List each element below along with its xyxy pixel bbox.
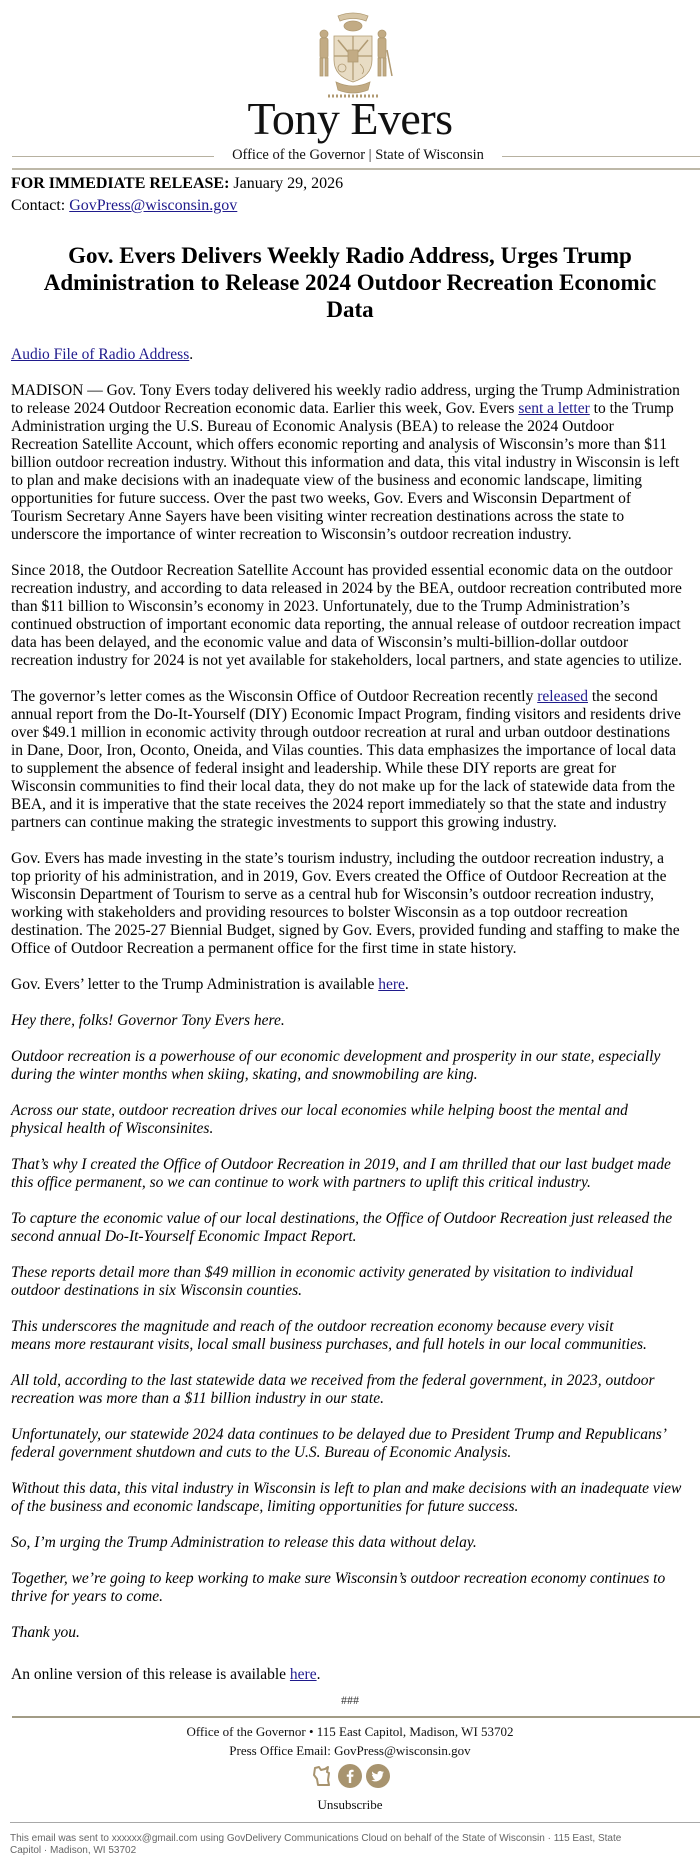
text: Gov. Evers’ letter to the Trump Administration is available	[11, 976, 379, 993]
divider	[12, 156, 214, 157]
text-line: underscore the importance of winter recreation to Wisconsin’s outdoor recreation industry.	[11, 526, 572, 543]
email-header	[0, 0, 700, 166]
contact-email-link[interactable]: GovPress@wisconsin.gov	[69, 197, 238, 214]
text: The governor’s letter comes as the Wisconsin Office of Outdoor Recreation recently	[11, 688, 538, 705]
transcript-paragraph	[11, 1318, 700, 1354]
text-line: means more restaurant visits, local small business purchases, and full hotels in our local communities.	[11, 1336, 647, 1353]
transcript-paragraph	[11, 1624, 700, 1642]
divider	[502, 156, 700, 157]
paragraph-letter-available	[11, 976, 700, 994]
release-body	[11, 346, 700, 1702]
text-line: partners can continue making the strategic investments to support this growing industry.	[11, 814, 557, 831]
text-line: These reports detail more than $49 million in economic activity generated by visitation to individual	[11, 1264, 634, 1281]
text-line: during the winter months when skiing, skating, and snowmobiling are king.	[11, 1066, 478, 1083]
text-line: annual report from the Do-It-Yourself (DIY) Economic Impact Program, finding visitors and residents drive	[11, 706, 681, 723]
text-line: outdoor destinations in six Wisconsin counties.	[11, 1282, 303, 1299]
unsubscribe-link[interactable]: Unsubscribe	[317, 1797, 383, 1812]
text-line	[11, 400, 700, 418]
text-line: data has been delayed, and the economic value and data of Wisconsin’s multi-billion-dollar outdoor	[11, 634, 629, 651]
office-subtitle-row	[0, 146, 700, 166]
disclaimer-line: Capitol · Madison, WI 53702	[10, 1845, 137, 1856]
online-version-here-link[interactable]: here	[289, 1666, 317, 1683]
social-links	[0, 1764, 700, 1790]
disclaimer-divider	[10, 1822, 700, 1823]
transcript-paragraph	[11, 1426, 700, 1462]
text-line: of the business and economic landscape, limiting opportunities for future success.	[11, 1498, 519, 1515]
footer-divider	[12, 1716, 700, 1718]
text-line: destination. The 2025-27 Biennial Budget, signed by Gov. Evers, provided funding and staffing to make the	[11, 922, 680, 939]
punctuation: .	[189, 346, 194, 363]
text-line	[11, 688, 700, 706]
transcript-paragraph	[11, 1480, 700, 1516]
transcript-paragraph	[11, 1264, 700, 1300]
text-line: to plan and make decisions with an inadequate view of the business and economic landscape, limiting	[11, 472, 643, 489]
transcript-paragraph	[11, 1570, 700, 1606]
text-line: thrive for years to come.	[11, 1588, 163, 1605]
transcript-paragraph	[11, 1102, 700, 1138]
twitter-icon[interactable]	[366, 1764, 390, 1788]
contact-label: Contact:	[11, 197, 66, 214]
release-meta	[11, 173, 343, 217]
text-line: over $49.1 million in economic activity through outdoor recreation at rural and urban outdoor destinations	[11, 724, 671, 741]
email-footer	[0, 1722, 700, 1814]
text-line: This underscores the magnitude and reach of the outdoor recreation economy because every visit	[11, 1318, 614, 1335]
text-line: Thank you.	[11, 1624, 80, 1641]
text-line: Administration urging the U.S. Bureau of Economic Analysis (BEA) to release the 2024 Outdoor	[11, 418, 614, 435]
text-line: To capture the economic value of our local destinations, the Office of Outdoor Recreation just released the	[11, 1210, 673, 1227]
footer-address: Office of the Governor • 115 East Capitol, Madison, WI 53702	[186, 1724, 514, 1739]
text-line: Wisconsin communities to find their local data, they do not make up for the lack of statewide data from the	[11, 778, 675, 795]
text-line: Recreation Satellite Account, which offers economic reporting and analysis of Wisconsin’s more than $11	[11, 436, 667, 453]
sent-a-letter-link[interactable]: sent a letter	[518, 400, 590, 417]
text-line: Tourism Secretary Anne Sayers have been visiting winter recreation destinations across the state to	[11, 508, 625, 525]
text-line: continued obstruction of important economic data reporting, the annual release of outdoor recreation impact	[11, 616, 681, 633]
text-line: Gov. Evers has made investing in the state’s tourism industry, including the outdoor recreation industry, a	[11, 850, 665, 867]
paragraph-madison	[11, 382, 700, 544]
text-line: Since 2018, the Outdoor Recreation Satellite Account has provided essential economic data on the outdoor	[11, 562, 673, 579]
text-line: second annual Do-It-Yourself Economic Impact Report.	[11, 1228, 357, 1245]
text-line: recreation industry, and according to data released in 2024 by the BEA, outdoor recreation contributed more	[11, 580, 682, 597]
text-line: this office permanent, so we can continue to work with partners to uplift this critical industry.	[11, 1174, 591, 1191]
text-line: BEA, and it is imperative that the state receives the 2024 report immediately so that the state and industry	[11, 796, 667, 813]
end-mark: ###	[341, 1693, 359, 1707]
headline: Gov. Evers Delivers Weekly Radio Address, Urges Trump Administration to Release 2024 Outdoor Recreation Economic Data	[43, 243, 657, 322]
text-line: All told, according to the last statewide data we received from the federal government, in 2023, outdoor	[11, 1372, 655, 1389]
text: the second	[588, 688, 658, 705]
text-line: Unfortunately, our statewide 2024 data continues to be delayed due to President Trump and Republicans’	[11, 1426, 667, 1443]
text-line: recreation was more than a $11 billion industry in our state.	[11, 1390, 384, 1407]
text-line: Office of Outdoor Recreation a permanent office for the first time in state history.	[11, 940, 517, 957]
text-line: Across our state, outdoor recreation drives our local economies while helping boost the mental and	[11, 1102, 628, 1119]
release-date-line	[11, 173, 343, 195]
wisconsin-seal-icon	[312, 10, 394, 102]
text-line: opportunities for future success. Over the past two weeks, Gov. Evers and Wisconsin Department of	[11, 490, 632, 507]
text-line: top priority of his administration, and in 2019, Gov. Evers created the Office of Outdoor Recreation at the	[11, 868, 667, 885]
text-line: billion outdoor recreation industry. Without this information and data, this vital industry in Wisconsin is left	[11, 454, 680, 471]
office-subtitle: Office of the Governor | State of Wisconsin	[232, 147, 484, 163]
paragraph-governors-letter	[11, 688, 700, 832]
transcript-paragraph	[11, 1012, 700, 1030]
online-version-paragraph	[11, 1666, 700, 1684]
release-label: FOR IMMEDIATE RELEASE:	[11, 175, 230, 192]
text-line: Wisconsin Department of Tourism to serve as a central hub for Wisconsin’s outdoor recreation industry,	[11, 886, 655, 903]
paragraph-since-2018	[11, 562, 700, 670]
text-line: Without this data, this vital industry in Wisconsin is left to plan and make decisions with an inadequate view	[11, 1480, 682, 1497]
letter-here-link[interactable]: here	[378, 976, 405, 993]
text-line: Outdoor recreation is a powerhouse of our economic development and prosperity in our state, especially	[11, 1048, 661, 1065]
transcript-paragraph	[11, 1156, 700, 1192]
text-line: MADISON — Gov. Tony Evers today delivered his weekly radio address, urging the Trump Administration	[11, 382, 680, 399]
text: to the Trump	[589, 400, 674, 417]
audio-link-paragraph	[11, 346, 700, 364]
text-line: in Dane, Door, Iron, Oconto, Oneida, and Vilas counties. This data emphasizes the importance of local data	[11, 742, 677, 759]
disclaimer-line: This email was sent to xxxxxx@gmail.com using GovDelivery Communications Cloud on behalf of the State of Wisconsin · 115 East, State	[10, 1833, 622, 1844]
text-line: than $11 billion to Wisconsin’s economy in 2023. Unfortunately, due to the Trump Administration’s	[11, 598, 630, 615]
wisconsin-map-icon[interactable]	[310, 1764, 334, 1788]
text-line: So, I’m urging the Trump Administration to release this data without delay.	[11, 1534, 477, 1551]
text-line: working with stakeholders and providing resources to bolster Wisconsin as a top outdoor recreation	[11, 904, 628, 921]
text: to release 2024 Outdoor Recreation economic data. Earlier this week, Gov. Evers	[11, 400, 519, 417]
audio-file-link[interactable]: Audio File of Radio Address	[11, 346, 190, 363]
contact-line	[11, 195, 343, 217]
text-line: Together, we’re going to keep working to make sure Wisconsin’s outdoor recreation economy continues to	[11, 1570, 666, 1587]
governor-name: Tony Evers	[247, 93, 453, 144]
release-date: January 29, 2026	[233, 175, 344, 192]
text-line: Hey there, folks! Governor Tony Evers here.	[11, 1012, 285, 1029]
delivery-disclaimer	[10, 1833, 650, 1857]
punctuation: .	[316, 1666, 321, 1683]
footer-press-email: Press Office Email: GovPress@wisconsin.gov	[229, 1743, 471, 1758]
header-divider	[12, 168, 700, 170]
text: An online version of this release is available	[11, 1666, 290, 1683]
text-line: physical health of Wisconsinites.	[11, 1120, 214, 1137]
released-link[interactable]: released	[537, 688, 588, 705]
text-line: to supplement the absence of federal insight and leadership. While these DIY reports are great for	[11, 760, 617, 777]
paragraph-investing	[11, 850, 700, 958]
transcript-paragraph	[11, 1372, 700, 1408]
transcript-paragraph	[11, 1210, 700, 1246]
transcript-paragraph	[11, 1534, 700, 1552]
text-line: recreation industry for 2024 is not yet available for stakeholders, local partners, and state agencies to utilize.	[11, 652, 683, 669]
text-line: That’s why I created the Office of Outdoor Recreation in 2019, and I am thrilled that our last budget made	[11, 1156, 671, 1173]
transcript-paragraph	[11, 1048, 700, 1084]
text-line: federal government shutdown and cuts to the U.S. Bureau of Economic Analysis.	[11, 1444, 512, 1461]
facebook-icon[interactable]	[338, 1764, 362, 1788]
punctuation: .	[404, 976, 409, 993]
